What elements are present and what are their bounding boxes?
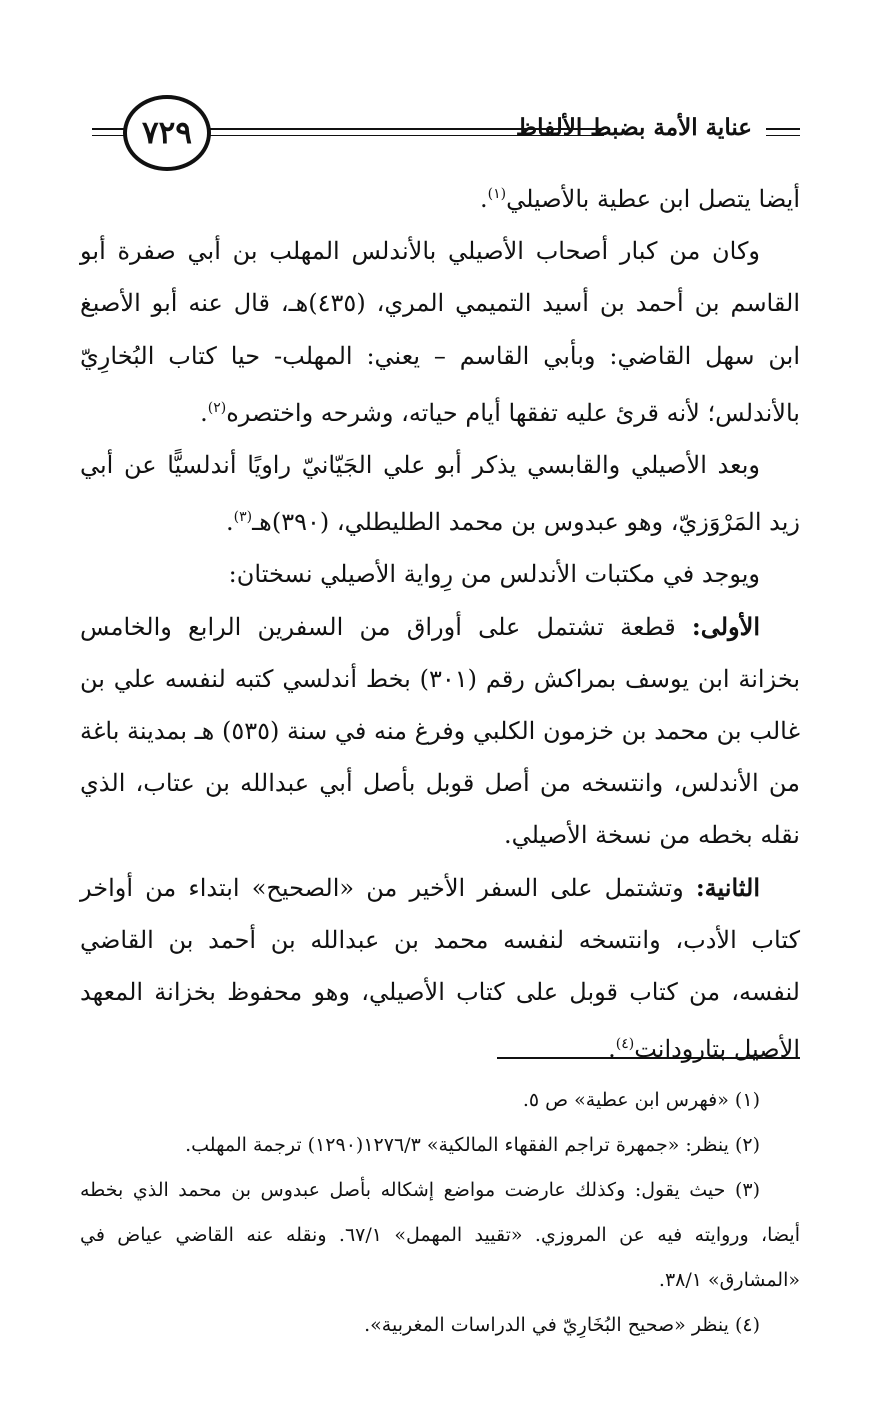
paragraph-end: . — [608, 1035, 616, 1064]
paragraph-text: أيضا يتصل ابن عطية بالأصيلي — [506, 185, 800, 213]
running-title: عناية الأمة بضبط الألفاظ — [515, 114, 752, 141]
paragraph-text: وبعد الأصيلي والقابسي يذكر أبو علي الجَيّانيّ راويًا أندلسيًّا عن أبي زيد المَرْوَزيّ، وهو عبدوس بن محمد الطليطلي، (٣٩٠)هـ — [80, 451, 800, 537]
footnote-ref: (٤) — [615, 1036, 635, 1053]
paragraph-5 — [80, 601, 800, 862]
header-rule-right — [766, 128, 800, 130]
paragraph-lead: الثانية: — [695, 872, 760, 902]
footnote-3: (٣) حيث يقول: وكذلك عارضت مواضع إشكاله بأصل عبدوس بن محمد الذي بخطه أيضا، وروايته فيه عن المروزي. «تقييد المهمل» ٦٧/١. ونقله عنه القاضي عياض في «المشارق» ٣٨/١. — [80, 1179, 800, 1291]
footnote-4: (٤) ينظر «صحيح البُخَارِيّ في الدراسات المغربية». — [364, 1314, 760, 1336]
paragraph-end: . — [480, 185, 488, 213]
footnotes — [80, 1078, 800, 1348]
main-text — [80, 168, 800, 1075]
paragraph-text: وتشتمل على السفر الأخير من «الصحيح» ابتداء من أواخر كتاب الأدب، وانتسخه لنفسه محمد بن عبدالله بن أحمد بن القاضي لنفسه، من كتاب قوبل على كتاب الأصيلي، وهو محفوظ بخزانة المعهد الأصيل بتارودانت — [80, 873, 800, 1064]
footnote-2: (٢) ينظر: «جمهرة تراجم الفقهاء المالكية» ١٢٧٦/٣(١٢٩٠) ترجمة المهلب. — [185, 1134, 760, 1156]
paragraph-2 — [80, 225, 800, 439]
footnote-ref: (٢) — [207, 399, 227, 416]
paragraph-4 — [80, 548, 800, 600]
paragraph-end: . — [200, 398, 208, 427]
paragraph-1 — [80, 168, 800, 225]
footnote-separator — [497, 1057, 800, 1059]
footnote-1: (١) «فهرس ابن عطية» ص ٥. — [522, 1089, 760, 1111]
paragraph-3 — [80, 439, 800, 548]
paragraph-lead: الأولى: — [691, 611, 760, 641]
paragraph-end: . — [226, 508, 234, 537]
paragraph-text: قطعة تشتمل على أوراق من السفرين الرابع والخامس بخزانة ابن يوسف بمراكش رقم (٣٠١) بخط أندلسي كتبه لنفسه علي بن غالب بن محمد بن خزمون الكلبي وفرغ منه في سنة (٥٣٥) هـ بمدينة باغة من الأندلس، وانتسخه من أصل قوبل بأصل أبي عبدالله بن عتاب، الذي نقله بخطه من نسخة الأصيلي. — [80, 612, 801, 850]
paragraph-6 — [80, 862, 800, 1076]
page-number: ٧٢٩ — [123, 95, 211, 171]
footnote-ref: (١) — [487, 186, 507, 202]
footnote-ref: (٣) — [233, 509, 253, 526]
paragraph-text: ويوجد في مكتبات الأندلس من رِواية الأصيلي نسختان: — [228, 560, 760, 589]
header-rule-right-thin — [766, 135, 800, 136]
paragraph-text: وكان من كبار أصحاب الأصيلي بالأندلس المهلب بن أبي صفرة أبو القاسم بن أحمد بن أسيد التميمي المري، (٤٣٥)هـ، قال عنه أبو الأصبغ ابن سهل القاضي: وبأبي القاسم – يعني: المهلب- حيا كتاب البُخارِيّ بالأندلس؛ لأنه قرئ عليه تفقها أيام حياته، وشرحه واختصره — [80, 237, 800, 427]
